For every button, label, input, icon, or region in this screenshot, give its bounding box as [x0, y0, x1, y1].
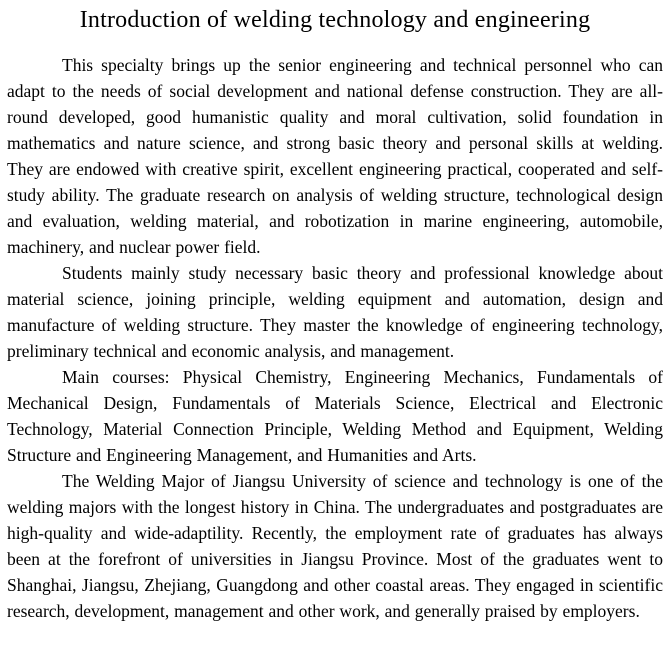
paragraph-main-courses: Main courses: Physical Chemistry, Engineering Mechanics, Fundamentals of Mechanical Design, Fundamentals of Materials Science, Electrical and Electronic Technology, Material Connection Principle, Welding Method and Equipment, Welding Structure and Engineering Management, and Humanities and Arts.	[7, 367, 663, 465]
paragraph-specialty-overview: This specialty brings up the senior engineering and technical personnel who can adapt to the needs of social development and national defense construction. They are all-round developed, good humanistic quality and moral cultivation, solid foundation in mathematics and nature science, and strong basic theory and personal skills at welding. They are endowed with creative spirit, excellent engineering practical, cooperated and self-study ability. The graduate research on analysis of welding structure, technological design and evaluation, welding material, and robotization in marine engineering, automobile, machinery, and nuclear power field.	[7, 55, 663, 257]
paragraph-welding-major-history: The Welding Major of Jiangsu University of science and technology is one of the welding majors with the longest history in China. The undergraduates and postgraduates are high-quality and wide-adaptility. Recently, the employment rate of graduates has always been at the forefront of universities in Jiangsu Province. Most of the graduates went to Shanghai, Jiangsu, Zhejiang, Guangdong and other coastal areas. They engaged in scientific research, development, management and other work, and generally praised by employers.	[7, 471, 663, 621]
document-title: Introduction of welding technology and engineering	[79, 7, 591, 33]
paragraph-study-content: Students mainly study necessary basic theory and professional knowledge about material science, joining principle, welding equipment and automation, design and manufacture of welding structure. They master the knowledge of engineering technology, preliminary technical and economic analysis, and management.	[7, 263, 663, 361]
